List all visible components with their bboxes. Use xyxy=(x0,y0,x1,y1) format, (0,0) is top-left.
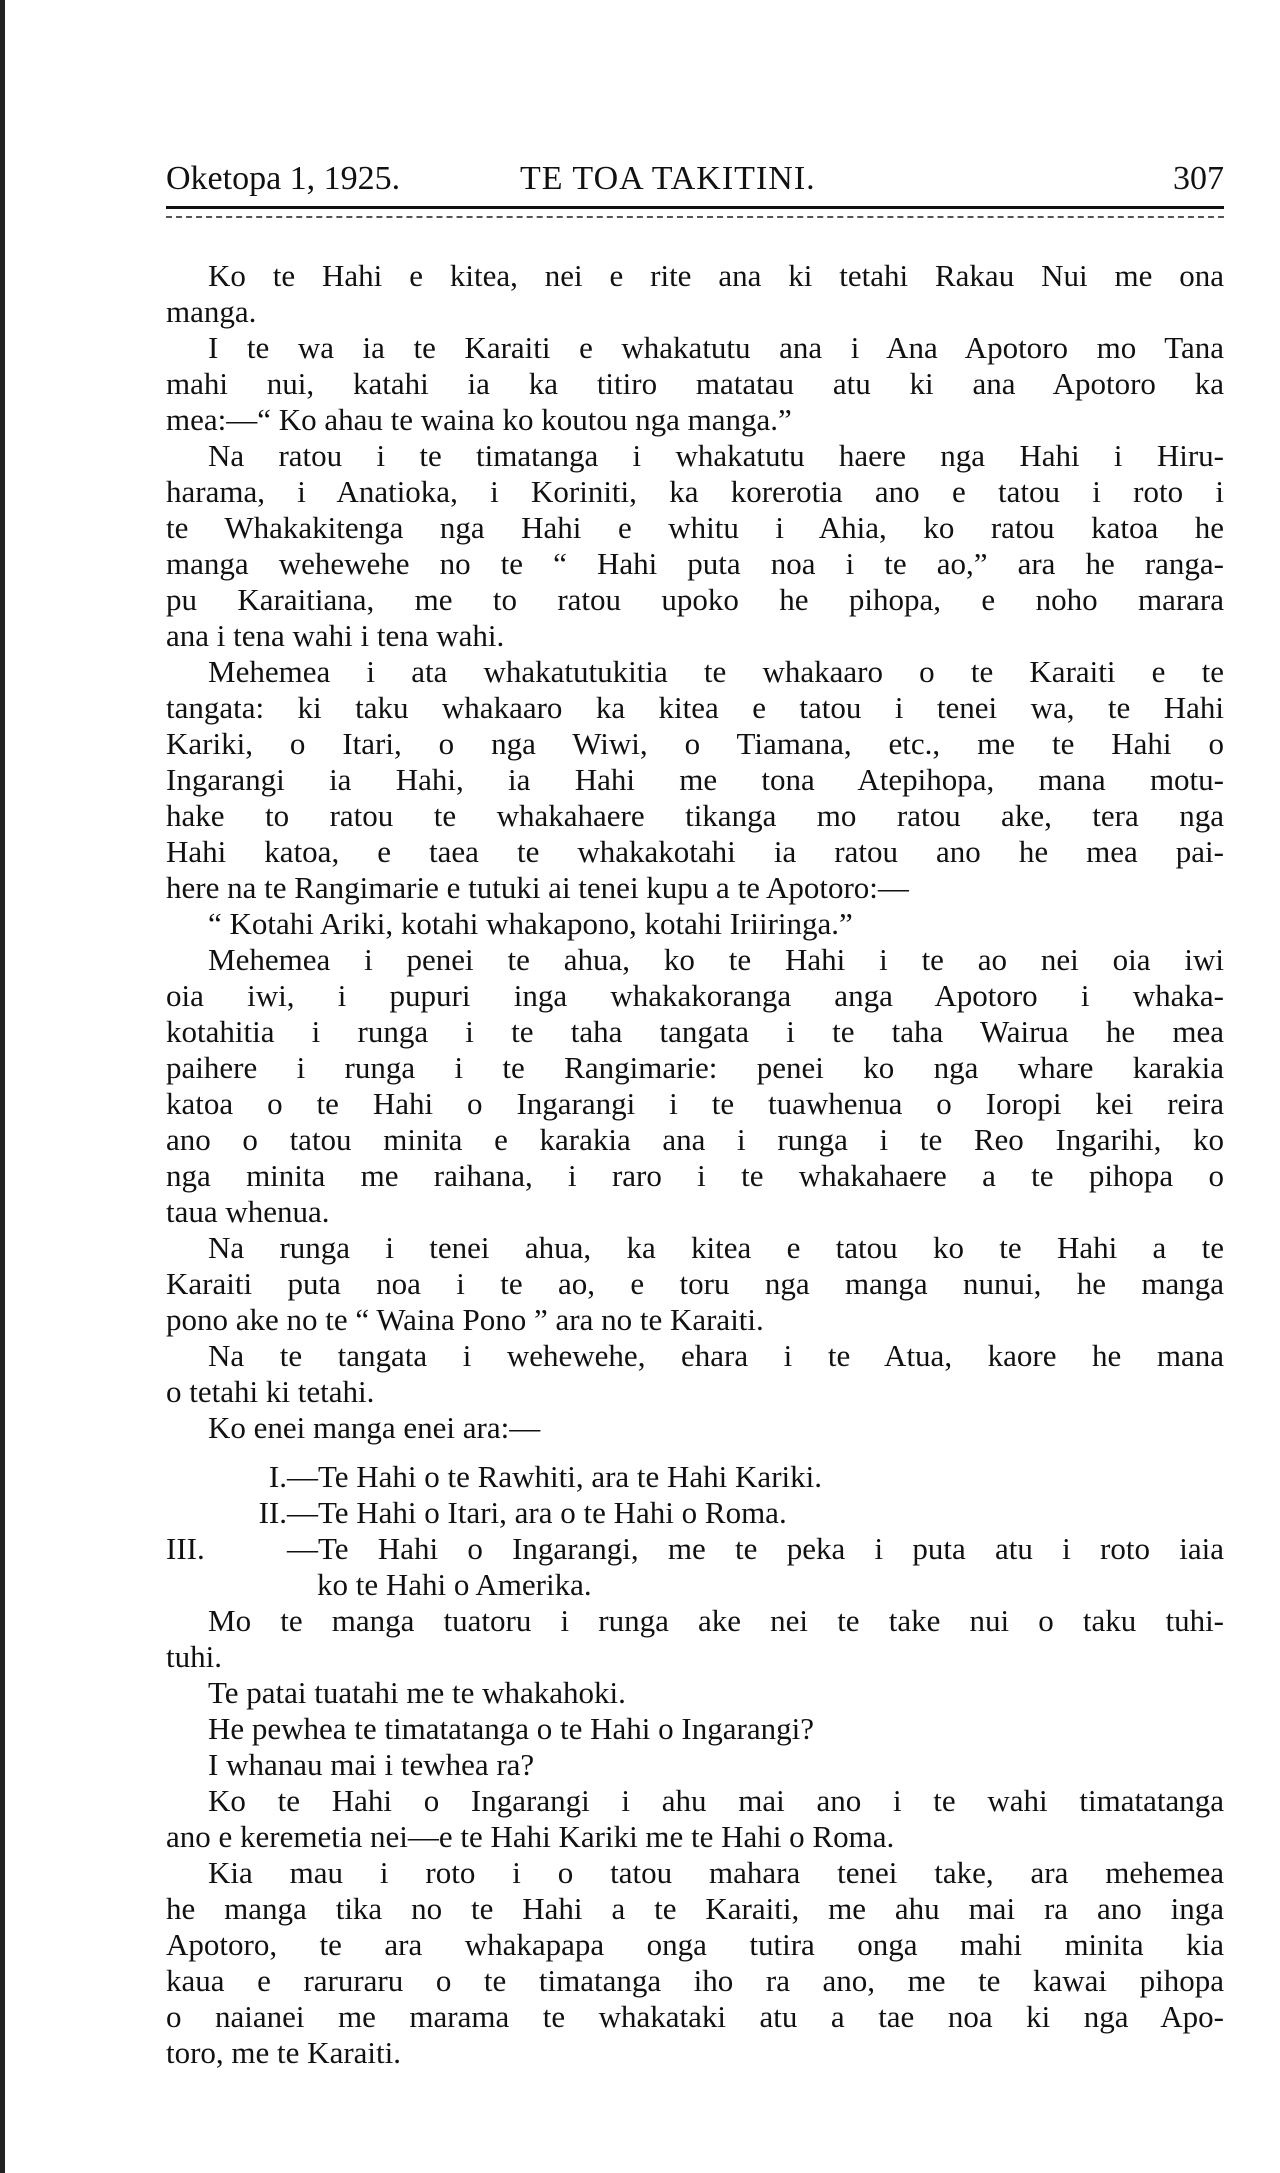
text-line: I te wa ia te Karaiti e whakatutu ana i Ana Apotoro mo Tana xyxy=(208,330,1224,365)
text-line: tuhi. xyxy=(166,1639,222,1674)
text-line: Na ratou i te timatanga i whakatutu haere nga Hahi i Hiru- xyxy=(208,438,1224,473)
paragraph xyxy=(166,1338,1224,1410)
text-line: Mo te manga tuatoru i runga ake nei te take nui o taku tuhi- xyxy=(208,1603,1224,1638)
text-line: Te patai tuatahi me te whakahoki. xyxy=(208,1675,626,1710)
text-line: Karaiti puta noa i te ao, e toru nga manga nunui, he manga xyxy=(166,1266,1224,1301)
header-date: Oketopa 1, 1925. xyxy=(166,160,401,197)
text-line: o tetahi ki tetahi. xyxy=(166,1374,375,1409)
list-number: III. xyxy=(166,1531,205,1566)
text-line: Kariki, o Itari, o nga Wiwi, o Tiamana, etc., me te Hahi o xyxy=(166,726,1224,761)
paragraph xyxy=(166,438,1224,654)
paragraph xyxy=(166,1711,1224,1747)
paragraph xyxy=(166,1410,1224,1446)
paragraph xyxy=(166,942,1224,1230)
text-line: Na runga i tenei ahua, ka kitea e tatou ko te Hahi a te xyxy=(208,1230,1224,1265)
list-item-line xyxy=(166,1459,1224,1495)
text-line: oia iwi, i pupuri inga whakakoranga anga Apotoro i whaka- xyxy=(166,978,1224,1013)
list-text: —Te Hahi o Ingarangi, me te peka i puta atu i roto iaia xyxy=(287,1531,1224,1566)
list-item xyxy=(166,1459,1224,1495)
text-line: manga wehewehe no te “ Hahi puta noa i te ao,” ara he ranga- xyxy=(166,546,1224,581)
text-line: he manga tika no te Hahi a te Karaiti, me ahu mai ra ano inga xyxy=(166,1891,1224,1926)
header-rule-dashed xyxy=(166,216,1224,218)
running-header xyxy=(166,160,1224,204)
text-line: Mehemea i ata whakatutukitia te whakaaro o te Karaiti e te xyxy=(208,654,1224,689)
text-line: kotahitia i runga i te taha tangata i te taha Wairua he mea xyxy=(166,1014,1224,1049)
text-line: toro, me te Karaiti. xyxy=(166,2035,401,2070)
text-line: o naianei me marama te whakataki atu a tae noa ki nga Apo- xyxy=(166,1999,1224,2034)
text-line: nga minita me raihana, i raro i te whakahaere a te pihopa o xyxy=(166,1158,1224,1193)
paragraph xyxy=(166,1675,1224,1711)
text-line: pu Karaitiana, me to ratou upoko he pihopa, e noho marara xyxy=(166,582,1224,617)
list-item-line xyxy=(166,1531,1224,1567)
page-number: 307 xyxy=(1173,160,1224,197)
text-line: hake to ratou te whakahaere tikanga mo ratou ake, tera nga xyxy=(166,798,1224,833)
text-line: harama, i Anatioka, i Koriniti, ka korerotia ano e tatou i roto i xyxy=(166,474,1224,509)
text-line: ana i tena wahi i tena wahi. xyxy=(166,618,505,653)
text-line: tangata: ki taku whakaaro ka kitea e tatou i tenei wa, te Hahi xyxy=(166,690,1224,725)
text-line: kaua e raruraru o te timatanga iho ra ano, me te kawai pihopa xyxy=(166,1963,1224,1998)
list-item-line xyxy=(166,1495,1224,1531)
text-line: Mehemea i penei te ahua, ko te Hahi i te ao nei oia iwi xyxy=(208,942,1224,977)
paragraph xyxy=(166,1603,1224,1675)
paragraph xyxy=(166,1783,1224,1855)
text-line: Ingarangi ia Hahi, ia Hahi me tona Atepihopa, mana motu- xyxy=(166,762,1224,797)
text-line: Ko te Hahi e kitea, nei e rite ana ki tetahi Rakau Nui me ona xyxy=(208,258,1224,293)
scan-edge xyxy=(0,0,5,2173)
text-line: mea:—“ Ko ahau te waina ko koutou nga manga.” xyxy=(166,402,792,437)
text-line: Hahi katoa, e taea te whakakotahi ia ratou ano he mea pai- xyxy=(166,834,1224,869)
text-line: manga. xyxy=(166,294,257,329)
paragraph xyxy=(166,330,1224,438)
text-line: He pewhea te timatatanga o te Hahi o Ingarangi? xyxy=(208,1711,814,1746)
list-text: —Te Hahi o te Rawhiti, ara te Hahi Kariki. xyxy=(287,1459,822,1494)
paragraph xyxy=(166,1855,1224,2071)
text-line: Kia mau i roto i o tatou mahara tenei take, ara mehemea xyxy=(208,1855,1224,1890)
text-line: Ko enei manga enei ara:— xyxy=(208,1410,541,1445)
text-line: katoa o te Hahi o Ingarangi i te tuawhenua o Ioropi kei reira xyxy=(166,1086,1224,1121)
paragraphs-before-list xyxy=(166,258,1224,1446)
text-line: pono ake no te “ Waina Pono ” ara no te Karaiti. xyxy=(166,1302,764,1337)
text-line: Na te tangata i wehewehe, ehara i te Atua, kaore he mana xyxy=(208,1338,1224,1373)
text-line: mahi nui, katahi ia ka titiro matatau atu ki ana Apotoro ka xyxy=(166,366,1224,401)
list-text: —Te Hahi o Itari, ara o te Hahi o Roma. xyxy=(287,1495,787,1530)
list-number: I. xyxy=(268,1459,287,1494)
article-body xyxy=(166,258,1224,2071)
text-line: I whanau mai i tewhea ra? xyxy=(208,1747,535,1782)
text-line: ano o tatou minita e karakia ana i runga i te Reo Ingarihi, ko xyxy=(166,1122,1224,1157)
list-item xyxy=(166,1495,1224,1531)
church-branches-list xyxy=(166,1459,1224,1603)
text-line: Ko te Hahi o Ingarangi i ahu mai ano i te wahi timatatanga xyxy=(208,1783,1224,1818)
text-line: “ Kotahi Ariki, kotahi whakapono, kotahi Iriiringa.” xyxy=(208,906,853,941)
text-line: paihere i runga i te Rangimarie: penei ko nga whare karakia xyxy=(166,1050,1224,1085)
list-item xyxy=(166,1531,1224,1603)
paragraph xyxy=(166,654,1224,906)
paragraph xyxy=(166,258,1224,330)
paragraph xyxy=(166,906,1224,942)
paragraph xyxy=(166,1230,1224,1338)
text-line: here na te Rangimarie e tutuki ai tenei kupu a te Apotoro:— xyxy=(166,870,909,905)
list-number: II. xyxy=(258,1495,287,1530)
text-line: taua whenua. xyxy=(166,1194,330,1229)
text-line: ano e keremetia nei—e te Hahi Kariki me te Hahi o Roma. xyxy=(166,1819,895,1854)
header-rule xyxy=(166,206,1224,209)
header-title: TE TOA TAKITINI. xyxy=(520,160,816,197)
text-line: te Whakakitenga nga Hahi e whitu i Ahia, ko ratou katoa he xyxy=(166,510,1224,545)
paragraph xyxy=(166,1747,1224,1783)
text-line: Apotoro, te ara whakapapa onga tutira onga mahi minita kia xyxy=(166,1927,1224,1962)
paragraphs-after-list xyxy=(166,1603,1224,2071)
list-item-line: ko te Hahi o Amerika. xyxy=(317,1567,592,1602)
